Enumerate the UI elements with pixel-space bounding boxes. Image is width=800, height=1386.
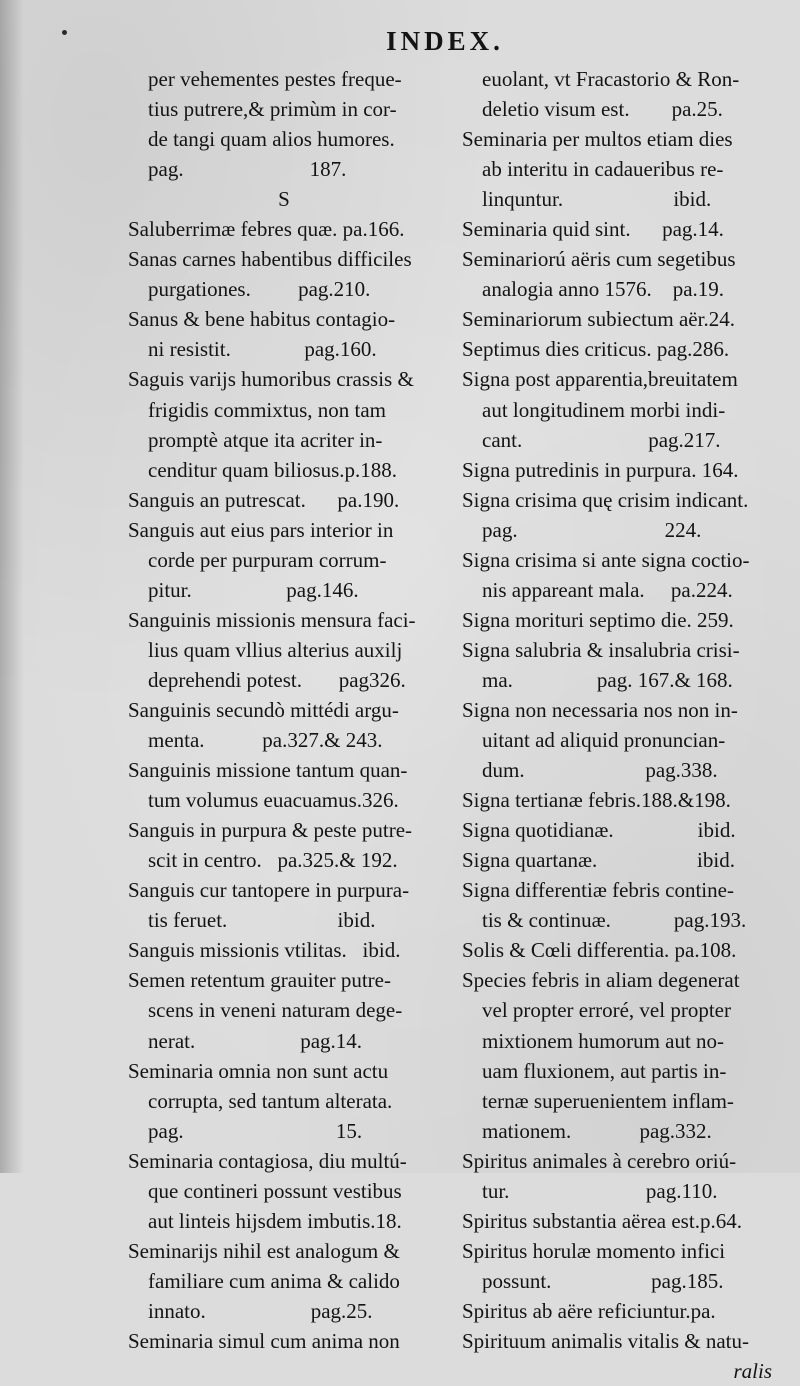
index-line: Signa quartanæ. ibid. — [462, 848, 735, 873]
index-line: Signa salubria & insalubria crisi- — [462, 637, 740, 662]
index-line: Sanus & bene habitus contagio- — [128, 307, 396, 332]
index-line: Sanas carnes habentibus difficiles — [128, 247, 412, 272]
index-line: Signa putredinis in purpura. 164. — [462, 457, 739, 482]
index-line: scens in veneni naturam dege- — [148, 998, 403, 1023]
index-line: promptè atque ita acriter in- — [148, 427, 383, 452]
index-line: possunt. pag.185. — [482, 1268, 724, 1293]
index-line: euolant, vt Fracastorio & Ron- — [482, 67, 740, 91]
index-line: cant. pag.217. — [482, 427, 721, 452]
left-column — [128, 64, 440, 1356]
index-line: menta. pa.327.& 243. — [148, 728, 383, 753]
index-line: Sanguinis secundò mittédi argu- — [128, 697, 399, 722]
index-line: pitur. pag.146. — [148, 577, 359, 602]
catchword: ralis — [733, 1359, 772, 1384]
index-line: Spiritus substantia aërea est.p.64. — [462, 1208, 742, 1233]
index-line: Signa non necessaria nos non in- — [462, 697, 738, 722]
index-line: Seminaria simul cum anima non — [128, 1328, 400, 1353]
index-line: Saluberrimæ febres quæ. pa.166. — [128, 217, 405, 242]
index-line: ma. pag. 167.& 168. — [482, 667, 733, 692]
index-line: ternæ superuenientem inflam- — [482, 1088, 734, 1113]
index-line: aut linteis hijsdem imbutis.18. — [148, 1208, 402, 1233]
index-line: mationem. pag.332. — [482, 1118, 712, 1143]
index-line: tius putrere,& primùm in cor- — [148, 97, 397, 122]
index-line: Species febris in aliam degenerat — [462, 968, 740, 993]
index-line: de tangi quam alios humores. — [148, 127, 395, 152]
index-line: ni resistit. pag.160. — [148, 337, 377, 362]
index-line: Signa post apparentia,breuitatem — [462, 367, 738, 392]
index-line: que contineri possunt vestibus — [148, 1178, 402, 1203]
index-line: tis feruet. ibid. — [148, 908, 376, 933]
index-line: Sanguis in purpura & peste putre- — [128, 818, 413, 843]
index-line: deprehendi potest. pag326. — [148, 667, 406, 692]
section-letter: S — [278, 187, 290, 212]
index-line: Seminarijs nihil est analogum & — [128, 1238, 400, 1263]
index-line: Signa quotidianæ. ibid. — [462, 818, 736, 843]
index-line: Sanguis cur tantopere in purpura- — [128, 878, 410, 903]
index-line: uitant ad aliquid pronuncian- — [482, 728, 726, 753]
index-line: Seminaria contagiosa, diu multú- — [128, 1148, 407, 1173]
index-line: cenditur quam biliosus.p.188. — [148, 457, 398, 482]
index-line: corde per purpuram corrum- — [148, 547, 387, 572]
index-line: Sanguinis missionis mensura faci- — [128, 607, 416, 632]
index-line: lius quam vllius alterius auxilj — [148, 637, 403, 662]
index-line: analogia anno 1576. pa.19. — [482, 277, 725, 302]
index-line: purgationes. pag.210. — [148, 277, 371, 302]
index-line: Spirituum animalis vitalis & natu- — [462, 1328, 749, 1353]
index-line: ab interitu in cadaueribus re- — [482, 157, 724, 182]
index-line: Seminaria per multos etiam dies — [462, 127, 733, 152]
index-line: Sanguis missionis vtilitas. ibid. — [128, 938, 401, 963]
index-line: dum. pag.338. — [482, 758, 718, 783]
index-line: corrupta, sed tantum alterata. — [148, 1088, 393, 1113]
index-line: linquntur. ibid. — [482, 187, 712, 212]
index-line: Saguis varijs humoribus crassis & — [128, 367, 414, 392]
index-line: familiare cum anima & calido — [148, 1268, 400, 1293]
index-line: tum volumus euacuamus.326. — [148, 788, 399, 813]
index-line: Sanguis an putrescat. pa.190. — [128, 487, 400, 512]
index-line: frigidis commixtus, non tam — [148, 397, 386, 422]
index-line: Signa differentiæ febris contine- — [462, 878, 734, 903]
index-line: pag. 187. — [148, 157, 347, 182]
index-line: Seminariorú aëris cum segetibus — [462, 247, 736, 272]
index-line: nis appareant mala. pa.224. — [482, 577, 733, 602]
running-header: INDEX. — [386, 26, 504, 56]
index-line: tur. pag.110. — [482, 1178, 718, 1203]
index-line: Signa crisima si ante signa coctio- — [462, 547, 750, 572]
index-line: uam fluxionem, aut partis in- — [482, 1058, 727, 1083]
index-line: Solis & Cœli differentia. pa.108. — [462, 938, 737, 963]
index-line: Signa morituri septimo die. 259. — [462, 607, 734, 632]
index-line: Septimus dies criticus. pag.286. — [462, 337, 730, 362]
index-line: deletio visum est. pa.25. — [482, 97, 723, 122]
index-line: pag. 15. — [148, 1118, 363, 1143]
index-line: Seminaria omnia non sunt actu — [128, 1058, 389, 1083]
index-line: vel propter erroré, vel propter — [482, 998, 731, 1023]
index-line: Spiritus horulæ momento infici — [462, 1238, 726, 1263]
index-line: per vehementes pestes freque- — [148, 67, 402, 91]
index-line: mixtionem humorum aut no- — [482, 1028, 725, 1053]
right-column — [462, 64, 772, 1386]
index-line: Spiritus ab aëre reficiuntur.pa. — [462, 1298, 716, 1323]
index-line: nerat. pag.14. — [148, 1028, 363, 1053]
index-line: pag. 224. — [482, 517, 702, 542]
index-line: innato. pag.25. — [148, 1298, 373, 1323]
index-line: Sanguinis missione tantum quan- — [128, 758, 408, 783]
index-line: Sanguis aut eius pars interior in — [128, 517, 394, 542]
index-line: scit in centro. pa.325.& 192. — [148, 848, 398, 873]
index-line: Signa crisima quę crisim indicant. — [462, 487, 749, 512]
index-line: Seminaria quid sint. pag.14. — [462, 217, 724, 242]
index-line: Seminariorum subiectum aër.24. — [462, 307, 735, 332]
index-line: Signa tertianæ febris.188.&198. — [462, 788, 731, 813]
index-line: aut longitudinem morbi indi- — [482, 397, 726, 422]
index-line: Spiritus animales à cerebro oriú- — [462, 1148, 737, 1173]
index-line: Semen retentum grauiter putre- — [128, 968, 391, 993]
index-line: tis & continuæ. pag.193. — [482, 908, 747, 933]
gutter-shadow — [0, 0, 24, 1173]
